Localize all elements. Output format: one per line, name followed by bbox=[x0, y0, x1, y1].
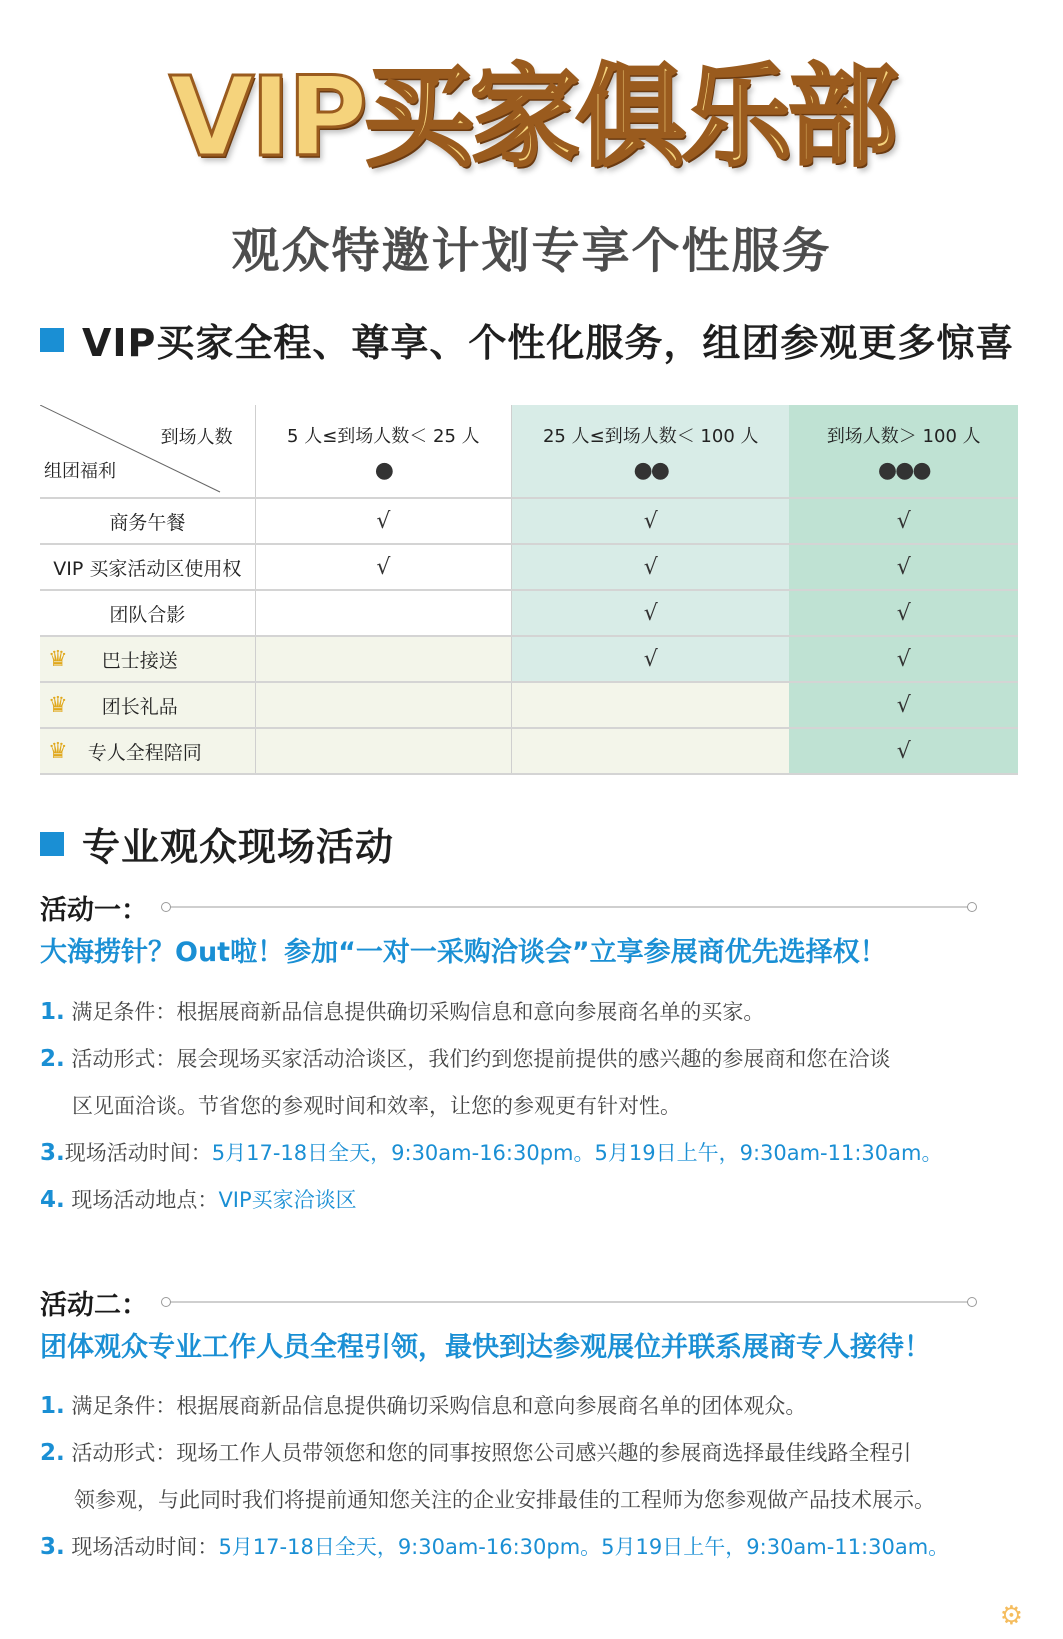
activity-2-item-2: 2. 活动形式：现场工作人员带领您和您的同事按照您公司感兴趣的参展商选择最佳线路全程引 bbox=[40, 1440, 912, 1466]
check-mark: √ bbox=[896, 738, 911, 764]
check-mark: √ bbox=[643, 646, 658, 672]
table-corner-cell bbox=[40, 405, 255, 498]
activity-1-divider bbox=[165, 906, 973, 908]
corner-label-benefits: 组团福利 bbox=[44, 461, 116, 482]
check-mark: √ bbox=[896, 692, 911, 718]
check-mark: √ bbox=[643, 600, 658, 626]
column-header-label: 25 人≤到场人数＜ 100 人 bbox=[542, 425, 759, 447]
activity-1-title: 活动一： bbox=[40, 895, 148, 926]
column-header-label: 5 人≤到场人数＜ 25 人 bbox=[287, 425, 480, 447]
page-title: VIP买家俱乐部 bbox=[169, 53, 894, 181]
section-heading-text: 专业观众现场活动 bbox=[82, 825, 395, 869]
watermark-logo bbox=[1000, 1601, 1023, 1631]
crown-icon: ♛ bbox=[48, 692, 68, 718]
row-label: 商务午餐 bbox=[109, 511, 186, 534]
table-row bbox=[40, 636, 1018, 682]
activity-2-item-1: 1. 满足条件：根据展商新品信息提供确切采购信息和意向参展商名单的团体观众。 bbox=[40, 1393, 807, 1419]
diagonal-divider-icon bbox=[40, 405, 255, 497]
crown-icon: ♛ bbox=[48, 646, 68, 672]
crown-icon: ♛ bbox=[48, 738, 68, 764]
check-mark: √ bbox=[896, 600, 911, 626]
activity-1-slogan: 大海捞针？Out啦！参加“一对一采购洽谈会”立享参展商优先选择权！ bbox=[40, 937, 887, 968]
column-header-label: 到场人数＞ 100 人 bbox=[826, 425, 981, 447]
check-mark: √ bbox=[643, 508, 658, 534]
column-header-2 bbox=[512, 405, 790, 498]
check-mark: √ bbox=[643, 554, 658, 580]
section-heading-vip bbox=[40, 312, 1014, 367]
table-row bbox=[40, 498, 1018, 544]
activity-1-item-2: 2. 活动形式：展会现场买家活动洽谈区，我们约到您提前提供的感兴趣的参展商和您在洽谈 bbox=[40, 1046, 891, 1072]
square-bullet-icon bbox=[40, 832, 64, 856]
three-people-icon: ●●● bbox=[877, 457, 930, 483]
activity-1-item-4: 4. 现场活动地点：VIP买家洽谈区 bbox=[40, 1187, 357, 1213]
activity-2-item-2-cont: 领参观，与此同时我们将提前通知您关注的企业安排最佳的工程师为您参观做产品技术展示。 bbox=[74, 1488, 935, 1512]
check-mark: √ bbox=[376, 508, 391, 534]
row-label: 团队合影 bbox=[109, 603, 186, 626]
page-subtitle: 观众特邀计划专享个性服务 bbox=[231, 223, 832, 279]
activity-2-title: 活动二： bbox=[40, 1290, 148, 1321]
table-row bbox=[40, 728, 1018, 774]
row-label: 专人全程陪同 bbox=[87, 741, 202, 764]
table-row bbox=[40, 590, 1018, 636]
check-mark: √ bbox=[896, 554, 911, 580]
corner-label-attendance: 到场人数 bbox=[160, 427, 233, 448]
person-icon: ● bbox=[374, 457, 392, 483]
column-header-1 bbox=[255, 405, 511, 498]
activity-2-divider bbox=[165, 1301, 973, 1303]
check-mark: √ bbox=[896, 508, 911, 534]
section-heading-activities bbox=[40, 816, 394, 871]
check-mark: √ bbox=[896, 646, 911, 672]
check-mark: √ bbox=[376, 554, 391, 580]
activity-1-item-1: 1. 满足条件：根据展商新品信息提供确切采购信息和意向参展商名单的买家。 bbox=[40, 999, 765, 1025]
square-bullet-icon bbox=[40, 328, 64, 352]
gear-icon: ⚙ bbox=[999, 1601, 1023, 1631]
two-people-icon: ●● bbox=[633, 457, 668, 483]
activity-1-item-2-cont: 区见面洽谈。节省您的参观时间和效率，让您的参观更有针对性。 bbox=[72, 1094, 681, 1118]
row-label: 团长礼品 bbox=[101, 695, 178, 718]
column-header-3 bbox=[789, 405, 1018, 498]
row-label: 巴士接送 bbox=[101, 649, 178, 672]
activity-2-item-3: 3. 现场活动时间：5月17-18日全天，9:30am-16:30pm。5月19日上午，9:30am-11:30am。 bbox=[40, 1534, 950, 1560]
table-row bbox=[40, 544, 1018, 590]
activity-1-item-3: 3.现场活动时间：5月17-18日全天，9:30am-16:30pm。5月19日上午，9:30am-11:30am。 bbox=[40, 1140, 943, 1166]
benefits-table bbox=[40, 405, 1018, 775]
table-row bbox=[40, 682, 1018, 728]
row-label: VIP 买家活动区使用权 bbox=[53, 557, 242, 580]
table-header-row bbox=[40, 405, 1018, 498]
activity-2-slogan: 团体观众专业工作人员全程引领，最快到达参观展位并联系展商专人接待！ bbox=[40, 1332, 931, 1363]
section-heading-text: VIP买家全程、尊享、个性化服务，组团参观更多惊喜 bbox=[82, 321, 1015, 365]
